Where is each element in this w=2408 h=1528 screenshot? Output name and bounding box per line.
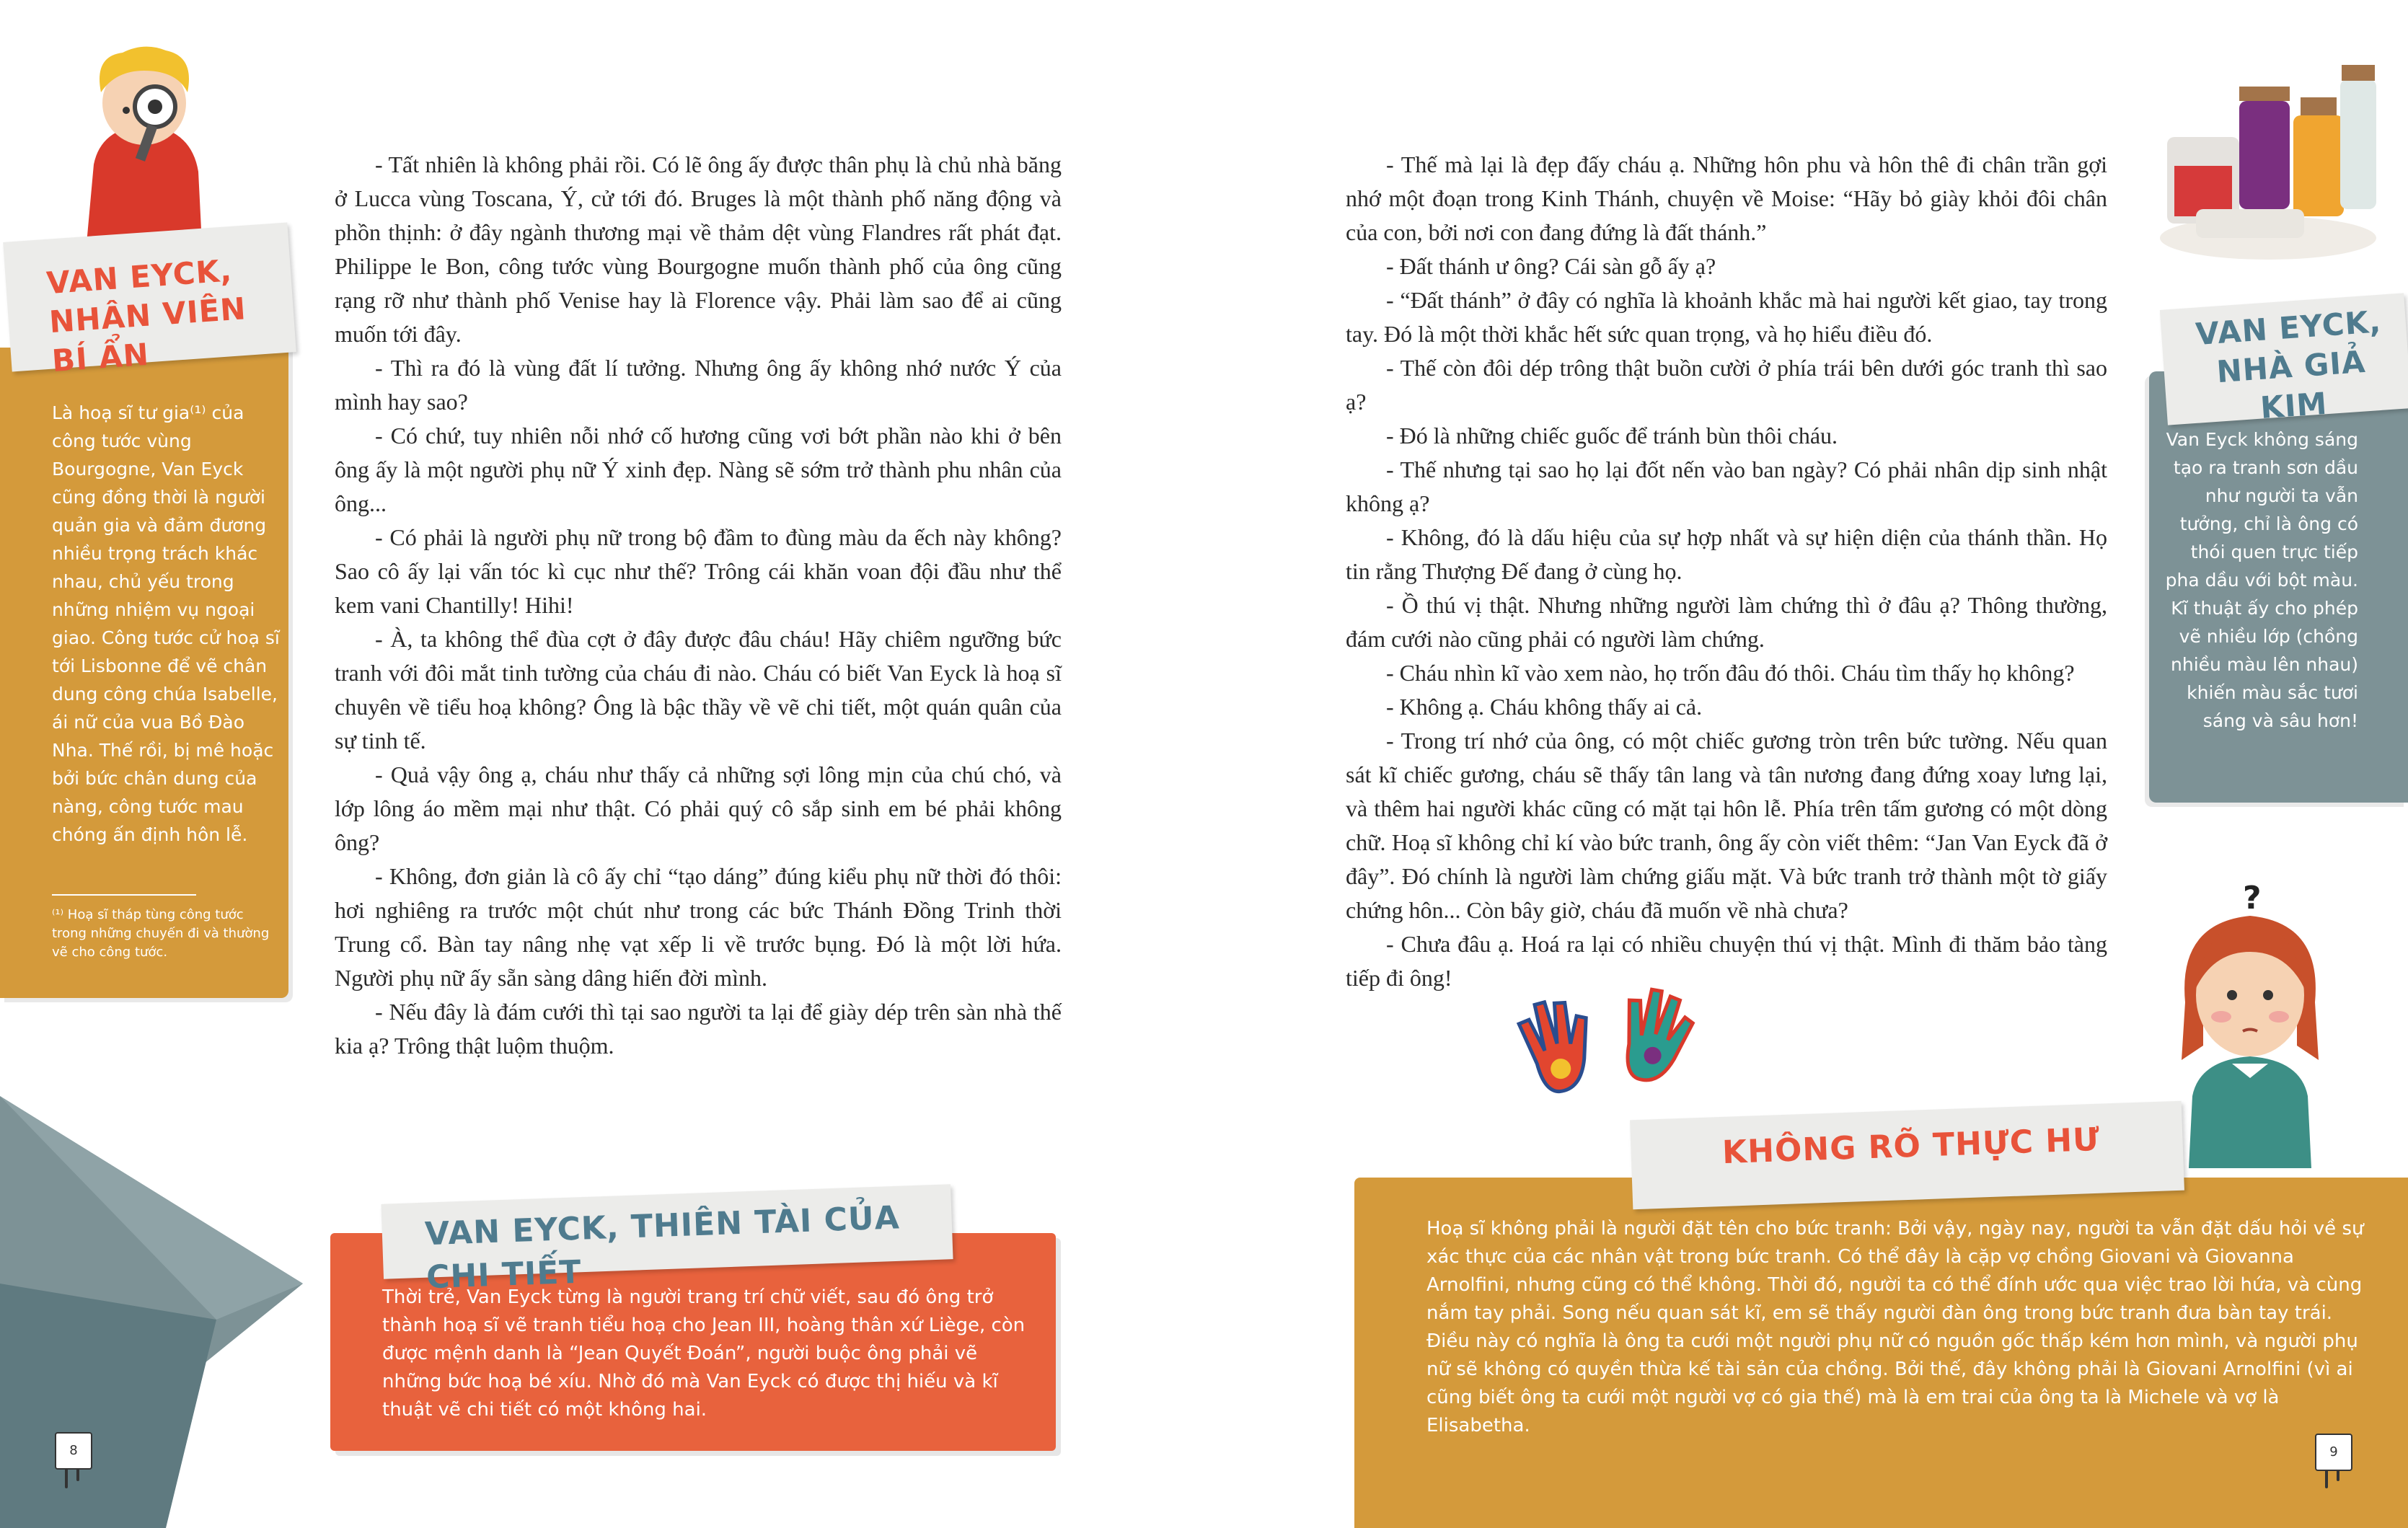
sidebar-text: Là hoạ sĩ tư gia⁽¹⁾ của công tước vùng Bourgogne, Van Eyck cũng đồng thời là người quản gia và đảm đương nhiều trọng trách khác nhau, chủ yếu trong những nhiệm vụ ngoại giao. Công tước cử hoạ sĩ tới Lisbonne để vẽ chân dung công chúa Isabelle, ái nữ của vua Bồ Đào Nha. Thế rồi, bị mê hoặc bởi bức chân dung của nàng, công tước mau chóng ấn định hôn lễ. [52, 402, 280, 845]
info-box-text: Hoạ sĩ không phải là người đặt tên cho bức tranh: Bởi vậy, ngày nay, người ta vẫn đặt dấu hỏi về sự xác thực của các nhân vật trong bức tranh. Có thể đây là cặp vợ chồng Giovani và Giovanna Arnolfini, nhưng cũng có thể không. Thời đó, người ta có thể đính ước qua việc trao lời hứa, và cùng nắm tay phải. Song nếu quan sát kĩ, em sẽ thấy người đàn ông trong bức tranh đưa bàn tay trái. Điều này có nghĩa là ông ta cưới một người phụ nữ có nguồn gốc thấp kém hơn mình, và người phụ nữ sẽ không có quyền thừa kế tài sản của chồng. Bởi thế, đây không phải là Giovani Arnolfini (vì ai cũng biết ông ta cưới một người vợ có gia thế) mà là em trai của ông ta là Michele và vợ là Elisabetha. [1426, 1218, 2364, 1436]
paragraph: - Không, đó là dấu hiệu của sự hợp nhất và sự hiện diện của thánh thần. Họ tin rằng Thượng Đế đang ở cùng họ. [1346, 524, 2107, 584]
sidebar-title [2176, 301, 2407, 433]
paragraph: - Cháu nhìn kĩ vào xem nào, họ trốn đâu đó thôi. Cháu tìm thấy họ không? [1386, 660, 2075, 686]
paragraph: - Đất thánh ư ông? Cái sàn gỗ ấy ạ? [1386, 253, 1716, 279]
drip-decoration [2337, 1470, 2339, 1481]
paragraph: - “Đất thánh” ở đây có nghĩa là khoảnh khắc mà hai người kết giao, tay trong tay. Đó là một thời khắc hết sức quan trọng, và họ hiểu điều đó. [1346, 287, 2107, 347]
paragraph: - Đó là những chiếc guốc để tránh bùn thôi cháu. [1386, 423, 1838, 449]
page-number: 8 [55, 1432, 92, 1470]
footnote-divider [52, 894, 196, 896]
paragraph: - Thế nhưng tại sao họ lại đốt nến vào ban ngày? Có phải nhân dịp sinh nhật không ạ? [1346, 456, 2107, 516]
paragraph: - Thế mà lại là đẹp đấy cháu ạ. Những hôn phu và hôn thê đi chân trần gợi nhớ một đoạn trong Kinh Thánh, chuyện về Moise: “Hãy bỏ giày khỏi đôi chân của con, bởi nơi con đang đứng là đất thánh.” [1346, 151, 2107, 245]
paragraph: - À, ta không thể đùa cợt ở đây được đâu cháu! Hãy chiêm ngưỡng bức tranh với đôi mắt tinh tường của cháu đi nào. Cháu có biết Van Eyck là hoạ sĩ chuyên về tiểu hoạ không? Ông là bậc thầy về vẽ chi tiết, một quán quân của sự tinh tế. [335, 626, 1062, 754]
paragraph: - Ồ thú vị thật. Nhưng những người làm chứng thì ở đâu ạ? Thông thường, đám cưới nào cũng phải có người làm chứng. [1346, 592, 2107, 652]
info-box-text: Thời trẻ, Van Eyck từng là người trang trí chữ viết, sau đó ông trở thành hoạ sĩ vẽ tranh tiểu hoạ cho Jean III, hoàng thân xứ Liège, còn được mệnh danh là “Jean Quyết Đoán”, người buộc ông phải vẽ những bức hoạ bé xíu. Nhờ đó mà Van Eyck có được thị hiếu và kĩ thuật vẽ chi tiết có một không hai. [382, 1286, 1026, 1421]
paragraph: - Không ạ. Cháu không thấy ai cả. [1386, 694, 1703, 720]
sidebar-title-line: NHÂN VIÊN BÍ ẨN [48, 291, 247, 379]
paragraph: - Thì ra đó là vùng đất lí tưởng. Nhưng ông ấy không nhớ nước Ý của mình hay sao? [335, 355, 1062, 415]
right-body-text [1346, 148, 2107, 995]
footnote: ⁽¹⁾ Hoạ sĩ tháp tùng công tước trong những chuyến đi và thường vẽ cho công tước. [52, 907, 270, 960]
info-box-title: KHÔNG RÕ THỰC HƯ [1721, 1121, 2101, 1172]
paragraph: - Quả vậy ông ạ, cháu như thấy cả những sợi lông mịn của chú chó, và lớp lông áo mềm mại như thật. Có phải quý cô sắp sinh em bé phải không ông? [335, 761, 1062, 855]
girl-thinking-illustration [2164, 880, 2337, 1168]
drip-decoration [2325, 1470, 2328, 1488]
sidebar-title-line: VAN EYCK, [2194, 304, 2383, 353]
paint-jars-illustration [2153, 58, 2383, 267]
info-box-title: VAN EYCK, THIÊN TÀI CỦA CHI TIẾT [424, 1199, 901, 1297]
paragraph: - Không, đơn giản là cô ấy chỉ “tạo dáng” đúng kiểu phụ nữ thời đó thôi: hơi nghiêng ra trước một chút như trong các bức Thánh Đồng Trinh thời Trung cổ. Bàn tay nâng nhẹ vạt xếp li về trước bụng. Đó là một lời hứa. Người phụ nữ ấy sẵn sàng dâng hiến đời mình. [335, 863, 1062, 991]
sidebar-title-line: VAN EYCK, [45, 252, 234, 301]
drip-decoration [65, 1468, 68, 1488]
boy-with-magnifier-illustration [72, 42, 216, 244]
paragraph: - Tất nhiên là không phải rồi. Có lẽ ông ấy được thân phụ là chủ nhà băng ở Lucca vùng Toscana, Ý, cử tới đó. Bruges là một thành phố năng động và phồn thịnh: ở đây ngành thương mại về thảm dệt vùng Flandres rất phát đạt. Philippe le Bon, công tước vùng Bourgogne muốn thành phố của ông cũng rạng rỡ như thành phố Venise hay là Florence vậy. Phải làm sao để ai cũng muốn tới đây. [335, 151, 1062, 347]
sidebar-text: Van Eyck không sáng tạo ra tranh sơn dầu như người ta vẫn tưởng, chỉ là ông có thói quen trực tiếp pha dầu với bột màu. Kĩ thuật ấy cho phép vẽ nhiều lớp (chồng nhiều màu lên nhau) khiến màu sắc tươi sáng và sâu hơn! [2165, 429, 2358, 731]
paragraph: - Có phải là người phụ nữ trong bộ đầm to đùng màu da ếch này không? Sao cô ấy lại vấn tóc kì cục như thế? Trông cái khăn voan đội đầu như thể kem vani Chantilly! Hihi! [335, 524, 1062, 618]
paragraph: - Có chứ, tuy nhiên nỗi nhớ cố hương cũng vơi bớt phần nào khi ở bên ông ấy là một người phụ nữ Ý xinh đẹp. Nàng sẽ sớm trở thành phu nhân của ông... [335, 423, 1062, 516]
sidebar-title-line: NHÀ GIẢ KIM [2215, 343, 2367, 426]
question-mark: ? [2243, 880, 2262, 917]
paragraph: - Thế còn đôi dép trông thật buồn cười ở phía trái bên dưới góc tranh thì sao ạ? [1346, 355, 2107, 415]
painted-hands-illustration [1514, 970, 1716, 1107]
paragraph: - Chưa đâu ạ. Hoá ra lại có nhiều chuyện thú vị thật. Mình đi thăm bảo tàng tiếp đi ông! [1346, 931, 2107, 991]
left-body-text [335, 148, 1062, 1063]
paragraph: - Trong trí nhớ của ông, có một chiếc gương tròn trên bức tường. Nếu quan sát kĩ chiếc gương, cháu sẽ thấy tân lang và tân nương đang đứng xoay lưng lại, và thêm hai người khác cũng có mặt tại hôn lễ. Phía trên tấm gương có một dòng chữ. Hoạ sĩ không chỉ kí vào bức tranh, ông ấy còn viết thêm: “Jan Van Eyck đã ở đây”. Đó chính là người làm chứng giấu mặt. Và bức tranh trở thành một tờ giấy chứng hôn... Còn bây giờ, cháu đã muốn về nhà chưa? [1346, 728, 2107, 923]
paragraph: - Nếu đây là đám cưới thì tại sao người ta lại để giày dép trên sàn nhà thế kia ạ? Trông thật luộm thuộm. [335, 999, 1062, 1059]
decorative-triangles [0, 1096, 339, 1528]
sidebar-title [45, 248, 284, 381]
drip-decoration [76, 1468, 79, 1481]
page-number: 9 [2315, 1434, 2352, 1471]
